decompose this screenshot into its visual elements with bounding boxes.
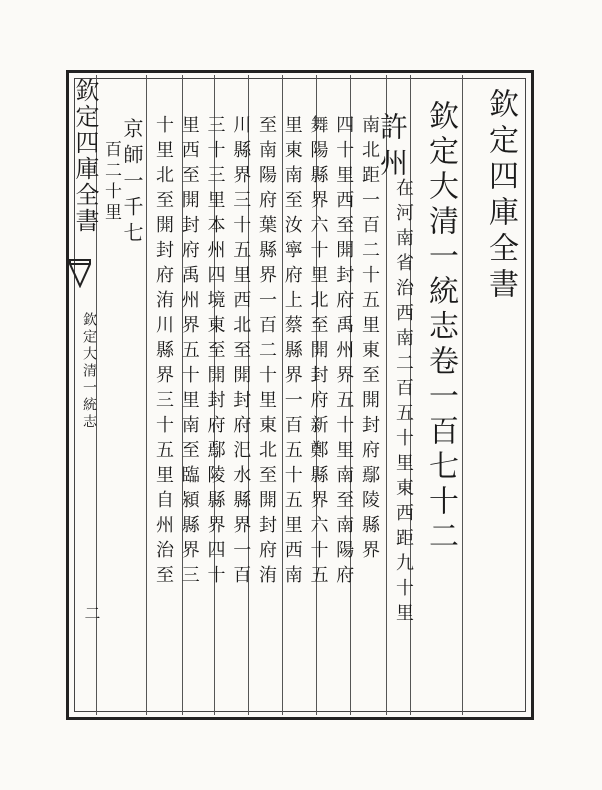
entry-text-column: 舞陽縣界六十里北至開封府新鄭縣界六十五 [307, 115, 329, 590]
capital-label: 京師一千七 [120, 118, 144, 248]
volume-title: 欽定大清一統志卷一百七十二 [423, 100, 458, 555]
entry-text-column: 里西至開封府禹州界五十里南至臨潁縣界三 [178, 115, 200, 590]
entry-text-column: 里東南至汝寧府上蔡縣界一百五十五里西南 [281, 115, 303, 590]
margin-sub-title: 欽定大清一統志 [81, 312, 97, 431]
entry-place-name: 許州 [376, 112, 409, 184]
entry-text-column: 十里北至開封府洧川縣界三十五里自州治至 [153, 115, 174, 590]
entry-text-column: 至南陽府葉縣界一百二十里東北至開封府洧 [256, 115, 277, 590]
capital-distance: 百二十里 [101, 140, 121, 224]
entry-text-column: 川縣界三十五里西北至開封府汜水縣界一百 [230, 115, 252, 590]
entry-text-column: 三十三里本州四境東至開封府鄢陵縣界四十 [204, 115, 226, 590]
margin-page-number: 二 [82, 605, 101, 624]
fishtail-ornament-icon [68, 258, 92, 288]
entry-text-column: 南北距一百二十五里東至開封府鄢陵縣界 [359, 115, 380, 565]
entry-first-line: 在河南省治西南二百五十里東西距九十里 [393, 178, 414, 628]
margin-book-title: 欽定四庫全書 [71, 78, 99, 234]
entry-text-column: 四十里西至開封府禹州界五十里南至南陽府 [333, 115, 355, 590]
book-title: 欽定四庫全書 [483, 88, 518, 304]
column-rule [462, 75, 463, 715]
